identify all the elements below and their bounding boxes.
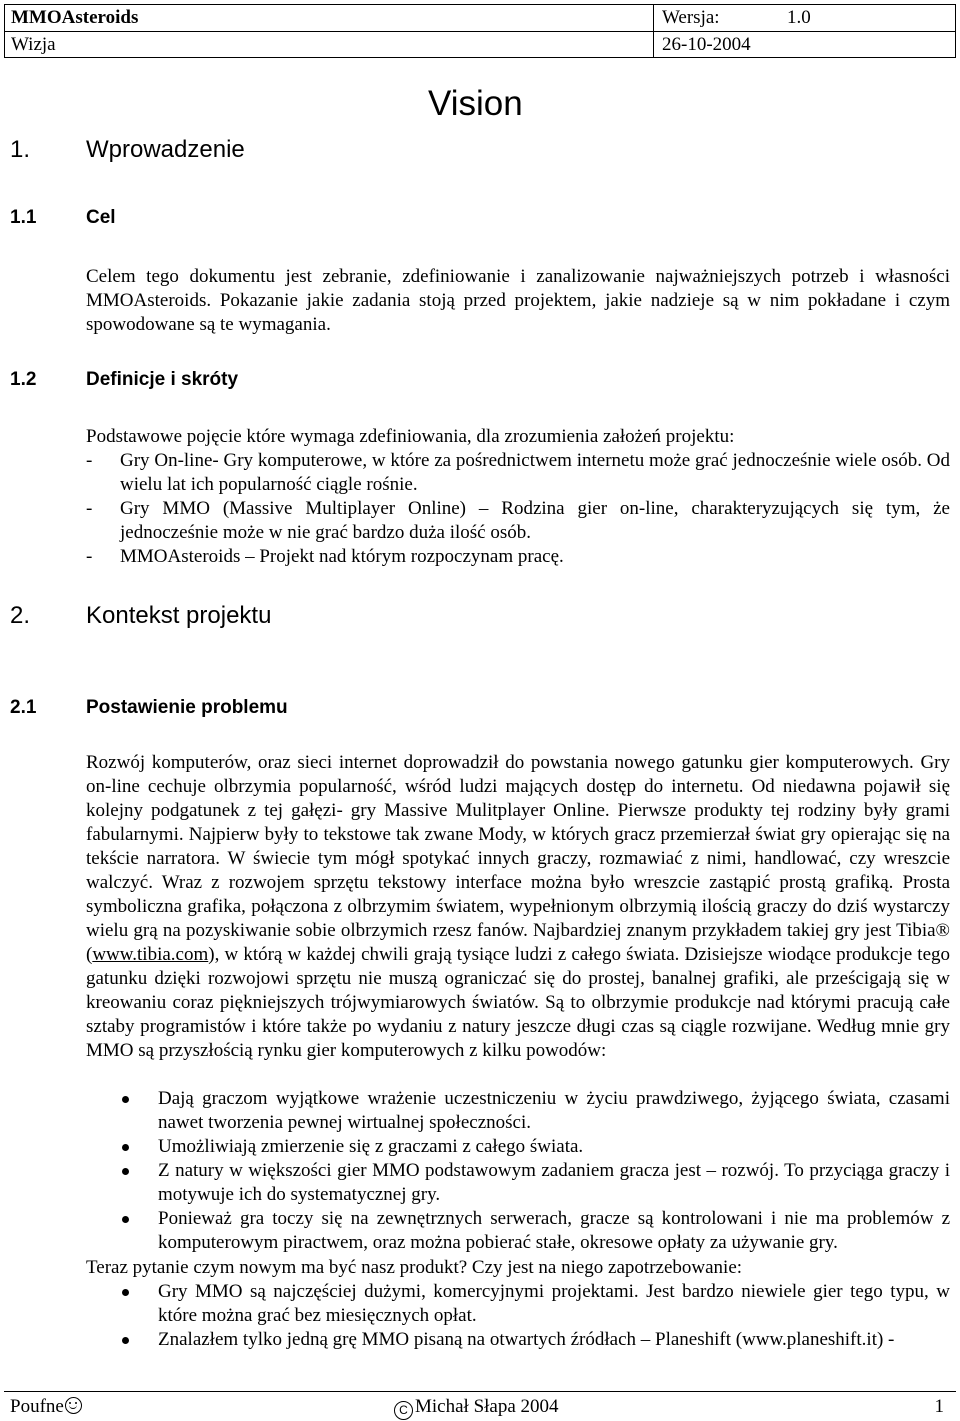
bullet-icon [122,1337,129,1344]
list-item-text: Dają graczom wyjątkowe wrażenie uczestniczeniu w życiu prawdziwego, żyjącego świata, czasami nawet tworzenia pewnej wirtualnej społeczności. [158,1088,950,1133]
footer-left-text: Poufne [10,1396,64,1417]
section-1-heading [10,135,245,165]
footer-center-text: Michał Słapa 2004 [415,1396,559,1417]
section-1-1-heading [10,206,116,230]
section-number: 2.1 [10,697,37,718]
section-title: Postawienie problemu [86,697,288,718]
bullet-icon [122,1289,129,1296]
list-item-text: Umożliwiają zmierzenie się z graczami z całego świata. [158,1136,584,1157]
section-number: 1.2 [10,369,37,390]
tibia-link[interactable]: www.tibia.com [92,944,209,965]
page-title: Vision [428,84,523,123]
list-item-text: Znalazłem tylko jedną grę MMO pisaną na otwartych źródłach – Planeshift (www.planeshift.it) - [158,1329,895,1350]
section-title: Cel [86,207,116,228]
section-1-1-text: Celem tego dokumentu jest zebranie, zdefiniowanie i zanalizowanie najważniejszych potrzeb i własności MMOAsteroids. Pokazanie jakie zadania stoją przed projektem, jakie nadzieje są w nim pokładane i czym spowodowane są te wymagania. [86,266,950,335]
section-title: Wprowadzenie [86,136,245,163]
header-version-label: Wersja: [662,7,720,28]
copyright-icon: C [394,1401,413,1420]
list-item [86,1087,950,1135]
bullet-icon [122,1216,129,1223]
section-number: 2. [10,602,31,629]
list-item [86,1135,950,1159]
section-number: 1. [10,136,31,163]
dash-marker: - [86,450,93,471]
dash-marker: - [86,498,93,519]
footer-confidential [10,1396,82,1418]
list-item-text: Gry MMO (Massive Multiplayer Online) – Rodzina gier on-line, charakteryzujących się tym, że jednocześnie może w nie grać bardzo duża ilość osób. [120,498,950,543]
page-number: 1 [934,1396,944,1417]
reasons-list [86,1087,950,1255]
list-item-text: Ponieważ gra toczy się na zewnętrznych serwerach, gracze są kontrolowani i nie ma problemów z komputerowym piractwem, oraz można pobierać stałe, okresowe opłaty za używanie gry. [158,1208,950,1253]
list-item [86,1280,950,1328]
list-item [86,545,950,569]
section-1-2-heading [10,368,238,392]
header-version-value: 1.0 [787,7,811,28]
bullet-icon [122,1144,129,1151]
footer-author [394,1396,559,1420]
header-row-1 [5,5,955,32]
text-part-b: ), w którą w każdej chwili grają tysiące ludzi z całego świata. Dzisiejsze wiodące produkcje tego gatunku dzięki rozwojowi sprzętu nie muszą ograniczać się do prostej, banalnej grafiki, ale prześcigają się w kreowaniu coraz piękniejszych trójwymiarowych światów. Są to olbrzymie produkcje nad którymi pracują całe sztaby programistów i które także po wydaniu z natury jeszcze długi czas są ciągle rozwijane. Według mnie gry MMO są przyszłością rynku gier komputerowych z kilku powodów: [86,944,950,1061]
footer-divider [4,1391,956,1392]
list-item-text: Gry MMO są najczęściej dużymi, komercyjnymi projektami. Jest bardzo niewiele gier tego typu, w które można grać bez miesięcznych opłat. [158,1281,950,1326]
header-doc-type: Wizja [11,34,56,55]
section-2-1-heading [10,696,288,720]
list-item-text: MMOAsteroids – Projekt nad którym rozpoczynam pracę. [120,546,564,567]
list-item [86,449,950,497]
text-part-a: Rozwój komputerów, oraz sieci internet doprowadził do powstania nowego gatunku gier komputerowych. Gry on-line cechuje olbrzymia popularność, wśród ludzi mających dostęp do internetu. Od niedawna pojawił się kolejny podgatunek z tej gałęzi- gry Massive Mulitplayer Online. Pierwsze produkty tej rodziny były grami fabularnymi. Najpierw były to tekstowe tak zwane Mody, w których gracz przemierzał świat gry opierając się na tekście narratora. W świecie tym mógł spotykać innych graczy, rozmawiać z nimi, handlować, czy wreszcie walczyć. Wraz z rozwojem sprzętu tekstowy interface można było wreszcie zastąpić prostą grafiką. Prosta symboliczna grafika, połączona z olbrzymim światem, wypełnionym olbrzymią ilością graczy do dziś wystarczy wielu grą na pozyskiwanie sobie olbrzymich rzesz fanów. Najbardziej znanym przykładem takiej gry jest Tibia® ( [86,752,950,965]
bullet-icon [122,1096,129,1103]
bullet-icon [122,1168,129,1175]
header-divider [653,32,654,58]
section-title: Kontekst projektu [86,602,272,629]
smiley-icon [65,1397,82,1414]
definitions-list [86,449,950,569]
header-project: MMOAsteroids [11,7,139,28]
section-2-1-text [86,751,950,1063]
dash-marker: - [86,546,93,567]
header-row-2 [5,32,955,58]
list-item-text: Gry On-line- Gry komputerowe, w które za pośrednictwem internetu może grać jednocześnie wiele osób. Od wielu lat ich popularność ciągle rośnie. [120,450,950,495]
section-title: Definicje i skróty [86,369,239,390]
header-divider [653,5,654,31]
header-table [4,4,956,58]
section-1-2-intro: Podstawowe pojęcie które wymaga zdefiniowania, dla zrozumienia założeń projektu: [86,426,735,447]
list-item [86,1207,950,1255]
market-list [86,1280,950,1352]
header-date: 26-10-2004 [662,34,751,55]
section-number: 1.1 [10,207,37,228]
list-item-text: Z natury w większości gier MMO podstawowym zadaniem gracza jest – rozwój. To przyciąga graczy i motywuje ich do systematycznej gry. [158,1160,950,1205]
list-item [86,1328,950,1352]
list-item [86,1159,950,1207]
question-text: Teraz pytanie czym nowym ma być nasz produkt? Czy jest na niego zapotrzebowanie: [86,1257,743,1278]
list-item [86,497,950,545]
section-2-heading [10,601,271,631]
